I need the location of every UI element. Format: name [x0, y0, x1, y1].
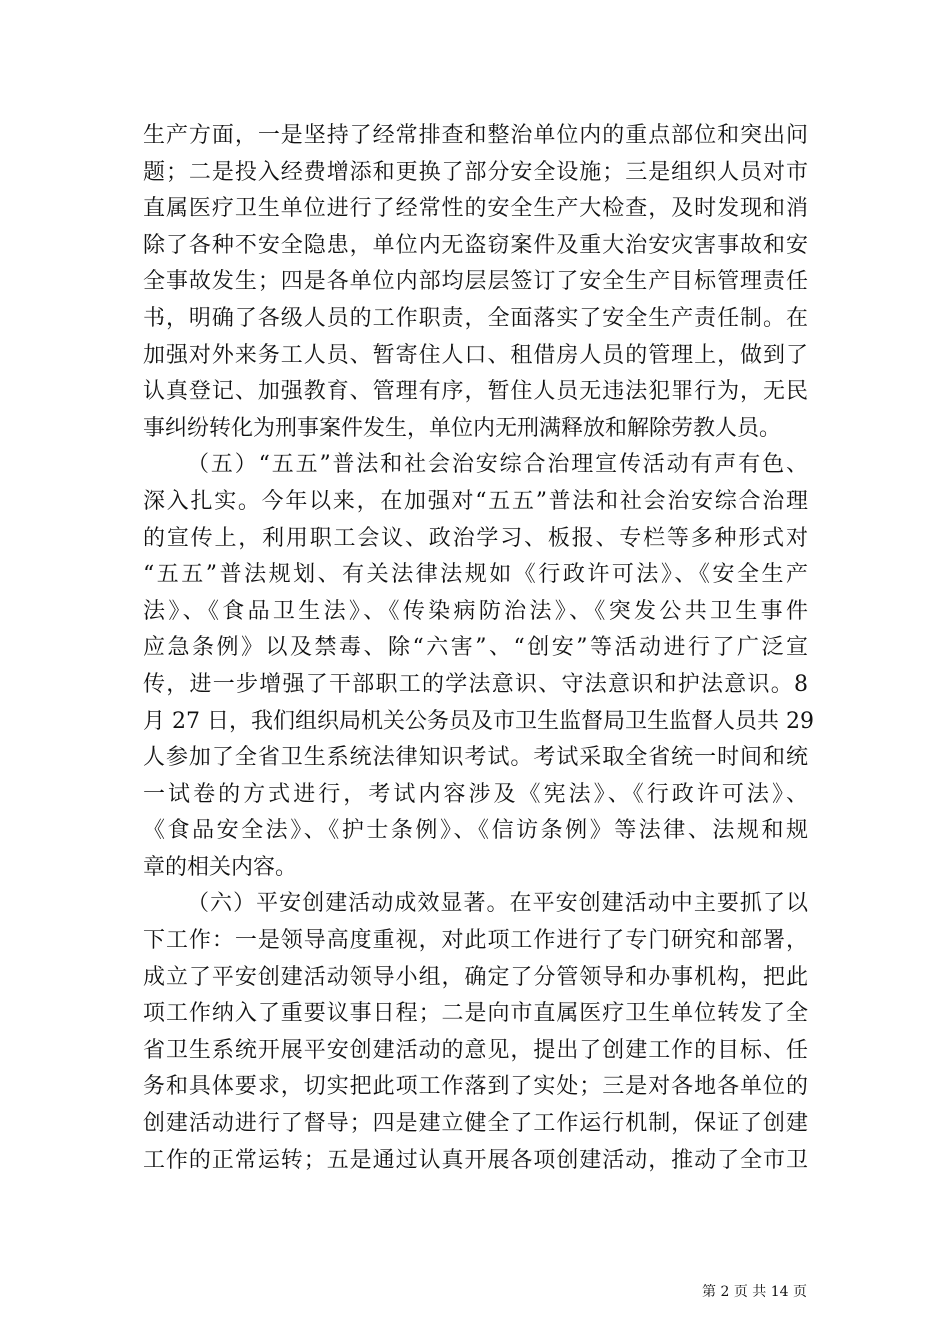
text-line: 《食品安全法》、《护士条例》、《信访条例》等法律、法规和规 — [143, 818, 808, 844]
text-line: 题；二是投入经费增添和更换了部分安全设施；三是组织人员对市 — [143, 159, 808, 185]
text-line: 生产方面，一是坚持了经常排查和整治单位内的重点部位和突出问 — [143, 123, 808, 148]
text-line: 项工作纳入了重要议事日程；二是向市直属医疗卫生单位转发了全 — [143, 1001, 808, 1027]
paragraph-2 — [143, 447, 814, 886]
text-line: “五五”普法规划、有关法律法规如《行政许可法》、《安全生产 — [143, 562, 808, 588]
paragraph-1 — [143, 118, 808, 447]
text-line: （五）“五五”普法和社会治安综合治理宣传活动有声有色、 — [187, 452, 808, 478]
text-line: （六）平安创建活动成效显著。在平安创建活动中主要抓了以 — [187, 891, 808, 917]
text-line: 月 27 日，我们组织局机关公务员及市卫生监督局卫生监督人员共 29 — [143, 708, 814, 734]
text-line: 深入扎实。今年以来，在加强对“五五”普法和社会治安综合治理 — [143, 488, 808, 514]
text-line: 的宣传上，利用职工会议、政治学习、板报、专栏等多种形式对 — [143, 525, 808, 551]
text-line: 省卫生系统开展平安创建活动的意见，提出了创建工作的目标、任 — [143, 1037, 808, 1063]
text-line: 除了各种不安全隐患，单位内无盗窃案件及重大治安灾害事故和安 — [143, 232, 808, 258]
text-line: 书，明确了各级人员的工作职责，全面落实了安全生产责任制。在 — [143, 305, 808, 331]
paragraph-3 — [143, 886, 808, 1179]
text-line: 一试卷的方式进行，考试内容涉及《宪法》、《行政许可法》、 — [143, 781, 808, 807]
text-line: 章的相关内容。 — [143, 854, 298, 880]
text-line: 下工作：一是领导高度重视，对此项工作进行了专门研究和部署， — [143, 928, 808, 954]
text-line: 应急条例》以及禁毒、除“六害”、“创安”等活动进行了广泛宣 — [143, 635, 808, 661]
text-line: 传，进一步增强了干部职工的学法意识、守法意识和护法意识。8 — [143, 671, 808, 697]
page-number: 第 2 页 共 14 页 — [702, 1284, 807, 1300]
text-line: 事纠纷转化为刑事案件发生，单位内无刑满释放和解除劳教人员。 — [143, 415, 782, 441]
text-line: 直属医疗卫生单位进行了经常性的安全生产大检查，及时发现和消 — [143, 196, 808, 222]
text-line: 务和具体要求，切实把此项工作落到了实处；三是对各地各单位的 — [143, 1074, 808, 1100]
text-line: 工作的正常运转；五是通过认真开展各项创建活动，推动了全市卫 — [143, 1147, 808, 1173]
text-line: 加强对外来务工人员、暂寄住人口、租借房人员的管理上，做到了 — [143, 342, 808, 368]
text-line: 创建活动进行了督导；四是建立健全了工作运行机制，保证了创建 — [143, 1111, 808, 1137]
text-line: 全事故发生；四是各单位内部均层层签订了安全生产目标管理责任 — [143, 269, 808, 295]
text-line: 成立了平安创建活动领导小组，确定了分管领导和办事机构，把此 — [143, 964, 808, 990]
text-line: 人参加了全省卫生系统法律知识考试。考试采取全省统一时间和统 — [143, 745, 808, 771]
text-line: 认真登记、加强教育、管理有序，暂住人员无违法犯罪行为，无民 — [143, 379, 808, 405]
body-text — [143, 118, 814, 1179]
text-line: 法》、《食品卫生法》、《传染病防治法》、《突发公共卫生事件 — [143, 598, 808, 624]
